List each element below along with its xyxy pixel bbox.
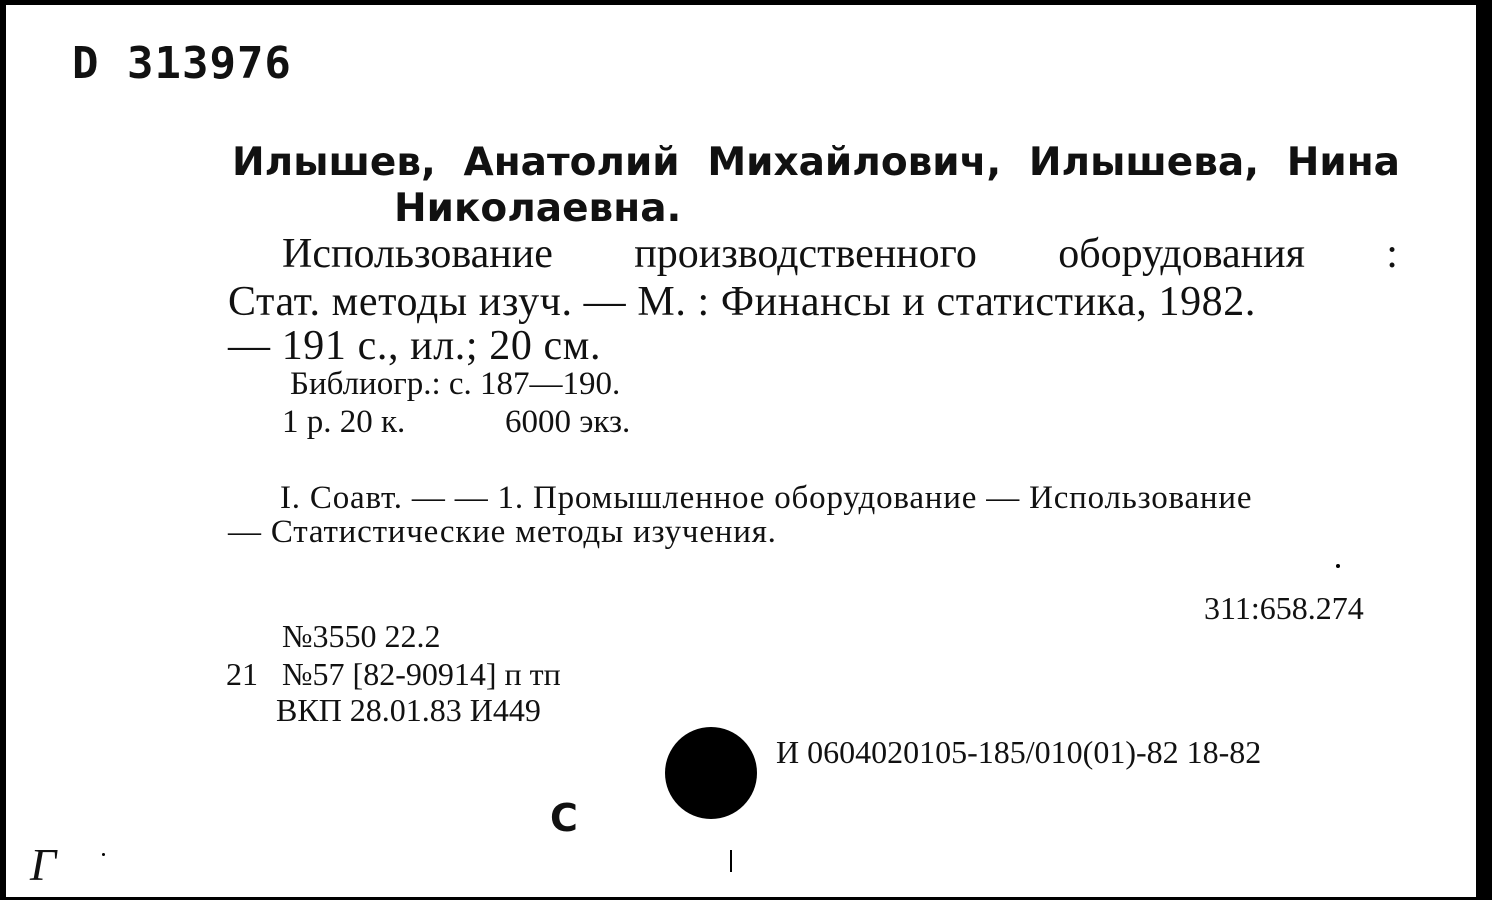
title-word-1: Использование [282, 231, 553, 277]
punch-hole [665, 727, 757, 819]
call-number: D 313976 [72, 38, 292, 89]
udc-classification: 311:658.274 [1204, 590, 1364, 626]
record-line-2-prefix: 21 [226, 656, 258, 692]
letter-c-mark: С [550, 796, 578, 840]
bibliography-note: Библиогр.: с. 187—190. [290, 366, 621, 402]
ink-speck [102, 853, 105, 856]
title-word-2: производственного [634, 231, 977, 277]
author-surname-2: Илышева, [1028, 140, 1260, 185]
title-line-2: Стат. методы изуч. — М. : Финансы и статистика, 1982. [228, 279, 1256, 325]
author-name-1: Анатолий [463, 140, 680, 185]
ink-dot [1336, 564, 1340, 568]
corner-handwritten-mark: Г [30, 839, 57, 890]
record-line-3: ВКП 28.01.83 И449 [276, 692, 541, 728]
title-colon: : [1386, 231, 1398, 277]
publisher-code: И 0604020105-185/010(01)-82 18-82 [776, 734, 1262, 770]
author-surname-1: Илышев, [232, 140, 436, 185]
title-line-3: — 191 с., ил.; 20 см. [228, 323, 602, 369]
price: 1 р. 20 к. [282, 404, 406, 440]
author-name-2: Нина [1286, 140, 1400, 185]
record-line-2: №57 [82-90914] п тп [282, 656, 561, 692]
ink-stroke [730, 850, 732, 872]
card-edge-shadow [1476, 0, 1492, 900]
record-line-1: №3550 22.2 [282, 618, 441, 654]
title-word-3: оборудования [1058, 231, 1305, 277]
subjects-line-1: I. Соавт. — — 1. Промышленное оборудование — Использование [280, 480, 1253, 516]
author-line-2: Николаевна. [394, 186, 682, 231]
title-line-1 [282, 230, 1398, 278]
copies: 6000 экз. [505, 404, 631, 440]
subjects-line-2: — Статистические методы изучения. [228, 514, 777, 550]
author-patronymic-1: Михайлович, [707, 140, 1002, 185]
author-line-1 [232, 140, 1400, 185]
